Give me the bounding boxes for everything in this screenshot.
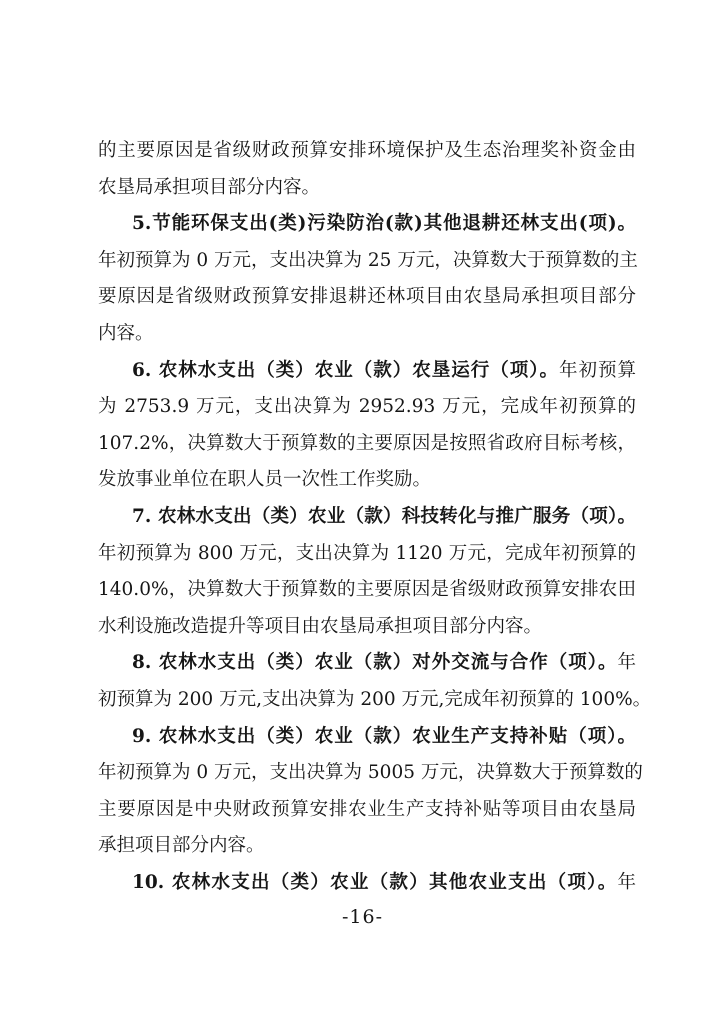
doc-line-6 [98,316,636,353]
body-segment: 农垦局承担项目部分内容。 [98,176,321,198]
heading-segment: 8. 农林水支出（类）农业（款）对外交流与合作（项）。 [132,652,618,674]
body-segment: 初预算为 200 万元,支出决算为 200 万元,完成年初预算的 100%。 [98,688,652,710]
doc-line-12 [98,536,636,573]
heading-segment: 7. 农林水支出（类）农业（款）科技转化与推广服务（项）。 [132,505,636,527]
body-segment: 年初预算 [558,359,636,381]
body-segment: 要原因是省级财政预算安排退耕还林项目由农垦局承担项目部分 [98,286,636,308]
doc-line-8 [98,389,636,426]
doc-line-7-item6-heading [98,353,636,390]
body-segment: 140.0%，决算数大于预算数的主要原因是省级财政预算安排农田 [98,579,636,601]
heading-segment: 9. 农林水支出（类）农业（款）农业生产支持补贴（项）。 [132,725,636,747]
doc-line-16 [98,682,652,719]
page-number: -16- [341,906,384,928]
body-segment: 年初预算为 0 万元，支出决算为 5005 万元，决算数大于预算数的 [98,762,643,784]
doc-line-21-item10-heading [98,865,636,902]
doc-line-18 [98,755,643,792]
body-segment: 年 [617,871,636,893]
body-segment: 年 [617,652,636,674]
doc-line-15-item8-heading [98,645,636,682]
doc-line-1 [98,133,636,170]
body-segment: 107.2%，决算数大于预算数的主要原因是按照省政府目标考核， [98,432,636,454]
document-body [98,133,652,901]
heading-segment: 5.节能环保支出(类)污染防治(款)其他退耕还林支出(项)。 [132,213,636,235]
body-segment: 为 2753.9 万元，支出决算为 2952.93 万元，完成年初预算的 [98,396,636,418]
doc-line-2 [98,170,636,207]
doc-line-11-item7-heading [98,499,636,536]
body-segment: 年初预算为 0 万元，支出决算为 25 万元，决算数大于预算数的主 [98,249,638,271]
doc-line-4 [98,243,636,280]
doc-line-9 [98,426,636,463]
doc-line-13 [98,572,636,609]
doc-line-5 [98,279,636,316]
heading-segment: 6. 农林水支出（类）农业（款）农垦运行（项）。 [132,359,559,381]
heading-segment: 10. 农林水支出（类）农业（款）其他农业支出（项）。 [132,871,618,893]
doc-line-14 [98,609,636,646]
body-segment: 内容。 [98,322,154,344]
body-segment: 主要原因是中央财政预算安排农业生产支持补贴等项目由农垦局 [98,798,636,820]
body-segment: 的主要原因是省级财政预算安排环境保护及生态治理奖补资金由 [98,140,636,161]
body-segment: 发放事业单位在职人员一次性工作奖励。 [98,469,432,491]
body-segment: 承担项目部分内容。 [98,835,265,857]
doc-line-3-item5-heading [98,206,636,243]
doc-line-19 [98,792,636,829]
doc-line-10 [98,462,636,499]
doc-line-17-item9-heading [98,719,636,756]
body-segment: 年初预算为 800 万元，支出决算为 1120 万元，完成年初预算的 [98,542,636,564]
doc-line-20 [98,828,636,865]
body-segment: 水利设施改造提升等项目由农垦局承担项目部分内容。 [98,615,543,637]
